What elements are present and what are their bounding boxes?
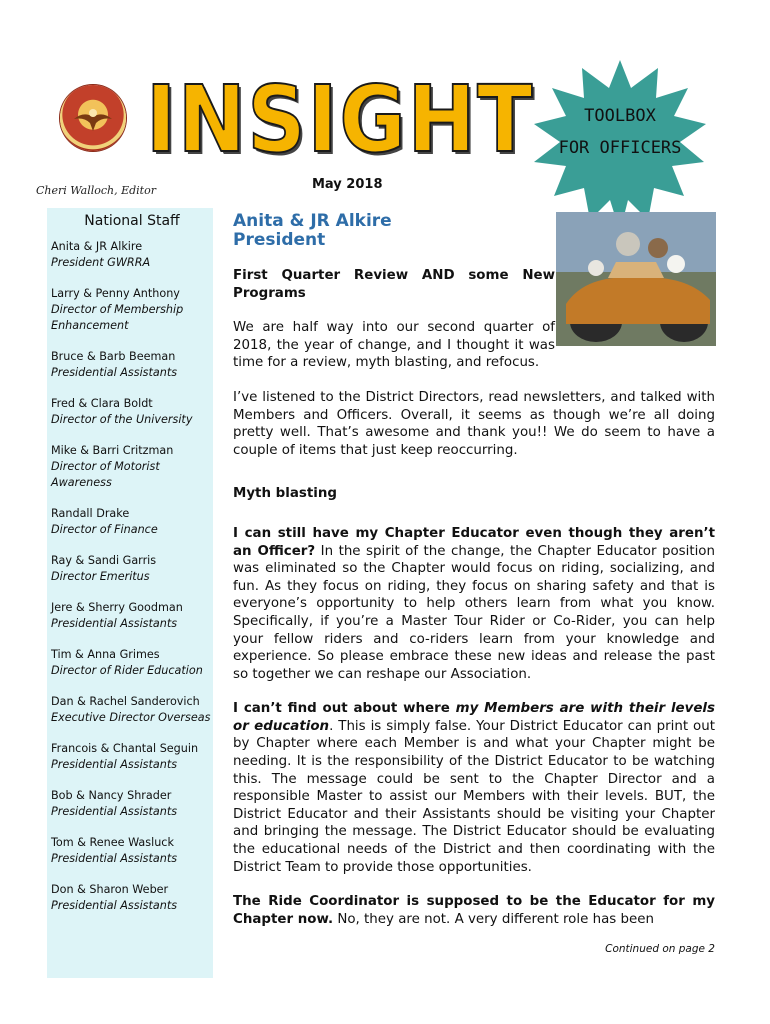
staff-role: Presidential Assistants [51,617,178,630]
article-subtitle: First Quarter Review AND some New Programs [233,268,555,301]
staff-entry [51,647,213,679]
staff-entry [51,835,213,867]
staff-name: Jere & Sherry Goodman [51,601,183,614]
staff-role: Presidential Assistants [51,366,178,379]
myth-1-question: I can still have my Chapter Educator even though they aren’t an Officer? [233,525,715,559]
myth-3-question: The Ride Coordinator is supposed to be the Educator for my Chapter now. [233,894,715,927]
staff-role: Director of Finance [51,523,158,536]
myth-1 [233,525,715,683]
staff-name: Ray & Sandi Garris [51,554,157,567]
staff-name: Bruce & Barb Beeman [51,350,176,363]
staff-entry [51,506,213,538]
staff-role: Presidential Assistants [51,758,178,771]
staff-entry [51,694,213,726]
staff-entry [51,349,213,381]
staff-list [51,239,213,914]
staff-role: President GWRRA [51,256,151,269]
staff-name: Larry & Penny Anthony [51,287,180,300]
staff-role: Presidential Assistants [51,805,178,818]
staff-name: Fred & Clara Boldt [51,397,153,410]
article-author-title: President [233,230,326,250]
staff-role: Director of Membership Enhancement [51,303,184,332]
staff-name: Mike & Barri Critzman [51,444,174,457]
myth-3 [233,893,715,928]
staff-name: Dan & Rachel Sanderovich [51,695,200,708]
staff-role: Director of the University [51,413,193,426]
gwrra-logo [60,85,126,151]
staff-role: Executive Director Overseas [51,711,211,724]
sidebar-title: National Staff [84,213,180,229]
staff-role: Director of Motorist Awareness [51,460,160,489]
article-author: Anita & JR Alkire [233,211,392,231]
editor-credit: Cheri Walloch, Editor [36,184,156,197]
staff-name: Francois & Chantal Seguin [51,742,199,755]
issue-date: May 2018 [312,177,383,192]
staff-entry [51,600,213,632]
section-heading: Myth blasting [233,486,337,502]
myth-2-answer: . This is simply false. Your District Educator can print out by Chapter where each Member is and what your Chapter might be needing. It is the responsibility of the District Educator to be watching this. The message could be sent to the Chapter Director and a responsible Master to assist our Members with their levels. BUT, the District Educator and their Assistants should be visiting your Chapter and bringing the message. The District Educator should be evaluating the educational needs of the District and then coordinating with the District Team to provide those opportunities. [233,718,715,875]
staff-entry [51,553,213,585]
staff-entry [51,443,213,491]
continued-note: Continued on page 2 [605,943,715,955]
masthead-title: INSIGHT [146,66,535,173]
myth-3-answer: No, they are not. A very different role has been [333,911,654,927]
staff-entry [51,239,213,271]
myth-2-question: I can’t find out about where [233,701,456,717]
myth-2 [233,700,715,876]
staff-role: Director of Rider Education [51,664,203,677]
national-staff-sidebar [47,208,213,978]
staff-name: Bob & Nancy Shrader [51,789,172,802]
staff-entry [51,396,213,428]
staff-entry [51,788,213,820]
staff-role: Director Emeritus [51,570,150,583]
staff-name: Tom & Renee Wasluck [51,836,174,849]
myth-2-emphasis: my Members are with their levels or education [233,701,715,734]
badge-line-2: FOR OFFICERS [558,138,682,158]
staff-name: Don & Sharon Weber [51,883,169,896]
staff-role: Presidential Assistants [51,852,178,865]
staff-name: Tim & Anna Grimes [51,648,160,661]
article-intro: We are half way into our second quarter of 2018, the year of change, and I thought it was time for a review, myth blasting, and refocus. [233,320,555,371]
staff-name: Anita & JR Alkire [51,240,143,253]
eagle-emblem-icon [60,85,126,151]
myth-1-answer: In the spirit of the change, the Chapter Educator position was eliminated so the Chapter would focus on riding, socializing, and fun. As they focus on riding, they focus on sharing safety and that is everyone’s opportunity to help others learn from what you know. Specifically, if you’re a Master Tour Rider or Co-Rider, you can help your fellow riders and co-riders learn from your knowledge and experience. So please embrace these new ideas and release the past so together we can reshape our Association. [233,543,715,682]
badge-line-1: TOOLBOX [584,106,656,126]
president-article [233,212,715,945]
staff-entry [51,741,213,773]
staff-name: Randall Drake [51,507,130,520]
article-paragraph-1: I’ve listened to the District Directors, read newsletters, and talked with Members and Officers. Overall, it seems as though we’re all doing pretty well. That’s awesome and thank you!! We do seem to have a couple of items that just keep reoccurring. [233,389,715,458]
staff-entry [51,286,213,334]
staff-entry [51,882,213,914]
staff-role: Presidential Assistants [51,899,178,912]
